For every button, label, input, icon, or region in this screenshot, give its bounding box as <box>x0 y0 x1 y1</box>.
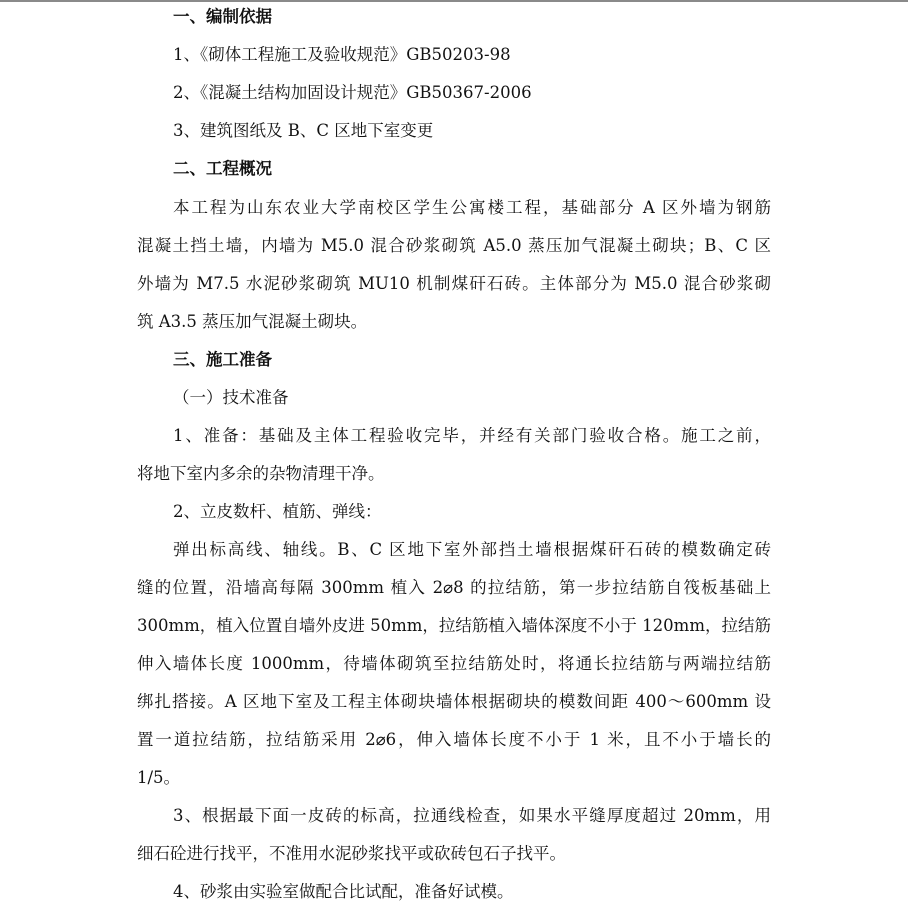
prep-item-2-line-5: 绑扎搭接。A 区地下室及工程主体砌块墙体根据砌块的模数间距 400～600mm 设 <box>137 692 771 711</box>
prep-item-2-line-6: 置一道拉结筋，拉结筋采用 2⌀6，伸入墙体长度不小于 1 米，且不小于墙长的 <box>137 730 771 749</box>
prep-item-2-line-2: 缝的位置，沿墙高每隔 300mm 植入 2⌀8 的拉结筋，第一步拉结筋自筏板基础上 <box>137 578 771 597</box>
prep-item-2-title: 2、立皮数杆、植筋、弹线： <box>173 502 382 521</box>
subheading-technical-prep: （一）技术准备 <box>173 388 289 407</box>
basis-item-2: 2、《混凝土结构加固设计规范》GB50367-2006 <box>173 83 532 102</box>
section-heading-basis: 一、编制依据 <box>173 7 272 26</box>
prep-item-2-line-1: 弹出标高线、轴线。B、C 区地下室外部挡土墙根据煤矸石砖的模数确定砖 <box>173 540 771 559</box>
prep-item-3-line-2: 细石砼进行找平，不准用水泥砂浆找平或砍砖包石子找平。 <box>137 844 566 863</box>
prep-item-3-line-1: 3、根据最下面一皮砖的标高，拉通线检查，如果水平缝厚度超过 20mm，用 <box>173 806 771 825</box>
prep-item-2-line-3: 300mm，植入位置自墙外皮进 50mm，拉结筋植入墙体深度不小于 120mm，拉结筋 <box>137 616 771 635</box>
prep-item-2-line-4: 伸入墙体长度 1000mm，待墙体砌筑至拉结筋处时，将通长拉结筋与两端拉结筋 <box>137 654 771 673</box>
prep-item-2-line-7: 1/5。 <box>137 768 181 787</box>
overview-line-2: 混凝土挡土墙，内墙为 M5.0 混合砂浆砌筑 A5.0 蒸压加气混凝土砌块；B、C 区 <box>137 236 771 255</box>
section-heading-overview: 二、工程概况 <box>173 159 272 178</box>
overview-line-1: 本工程为山东农业大学南校区学生公寓楼工程，基础部分 A 区外墙为钢筋 <box>173 198 771 217</box>
prep-item-1-line-2: 将地下室内多余的杂物清理干净。 <box>137 464 385 483</box>
basis-item-3: 3、建筑图纸及 B、C 区地下室变更 <box>173 121 434 140</box>
prep-item-4: 4、砂浆由实验室做配合比试配，准备好试模。 <box>173 882 514 901</box>
overview-line-3: 外墙为 M7.5 水泥砂浆砌筑 MU10 机制煤矸石砖。主体部分为 M5.0 混合砂浆砌 <box>137 274 771 293</box>
basis-item-1: 1、《砌体工程施工及验收规范》GB50203-98 <box>173 45 511 64</box>
overview-line-4: 筑 A3.5 蒸压加气混凝土砌块。 <box>137 312 368 331</box>
section-heading-preparation: 三、施工准备 <box>173 350 272 369</box>
prep-item-1-line-1: 1、准备：基础及主体工程验收完毕，并经有关部门验收合格。施工之前， <box>173 426 771 445</box>
